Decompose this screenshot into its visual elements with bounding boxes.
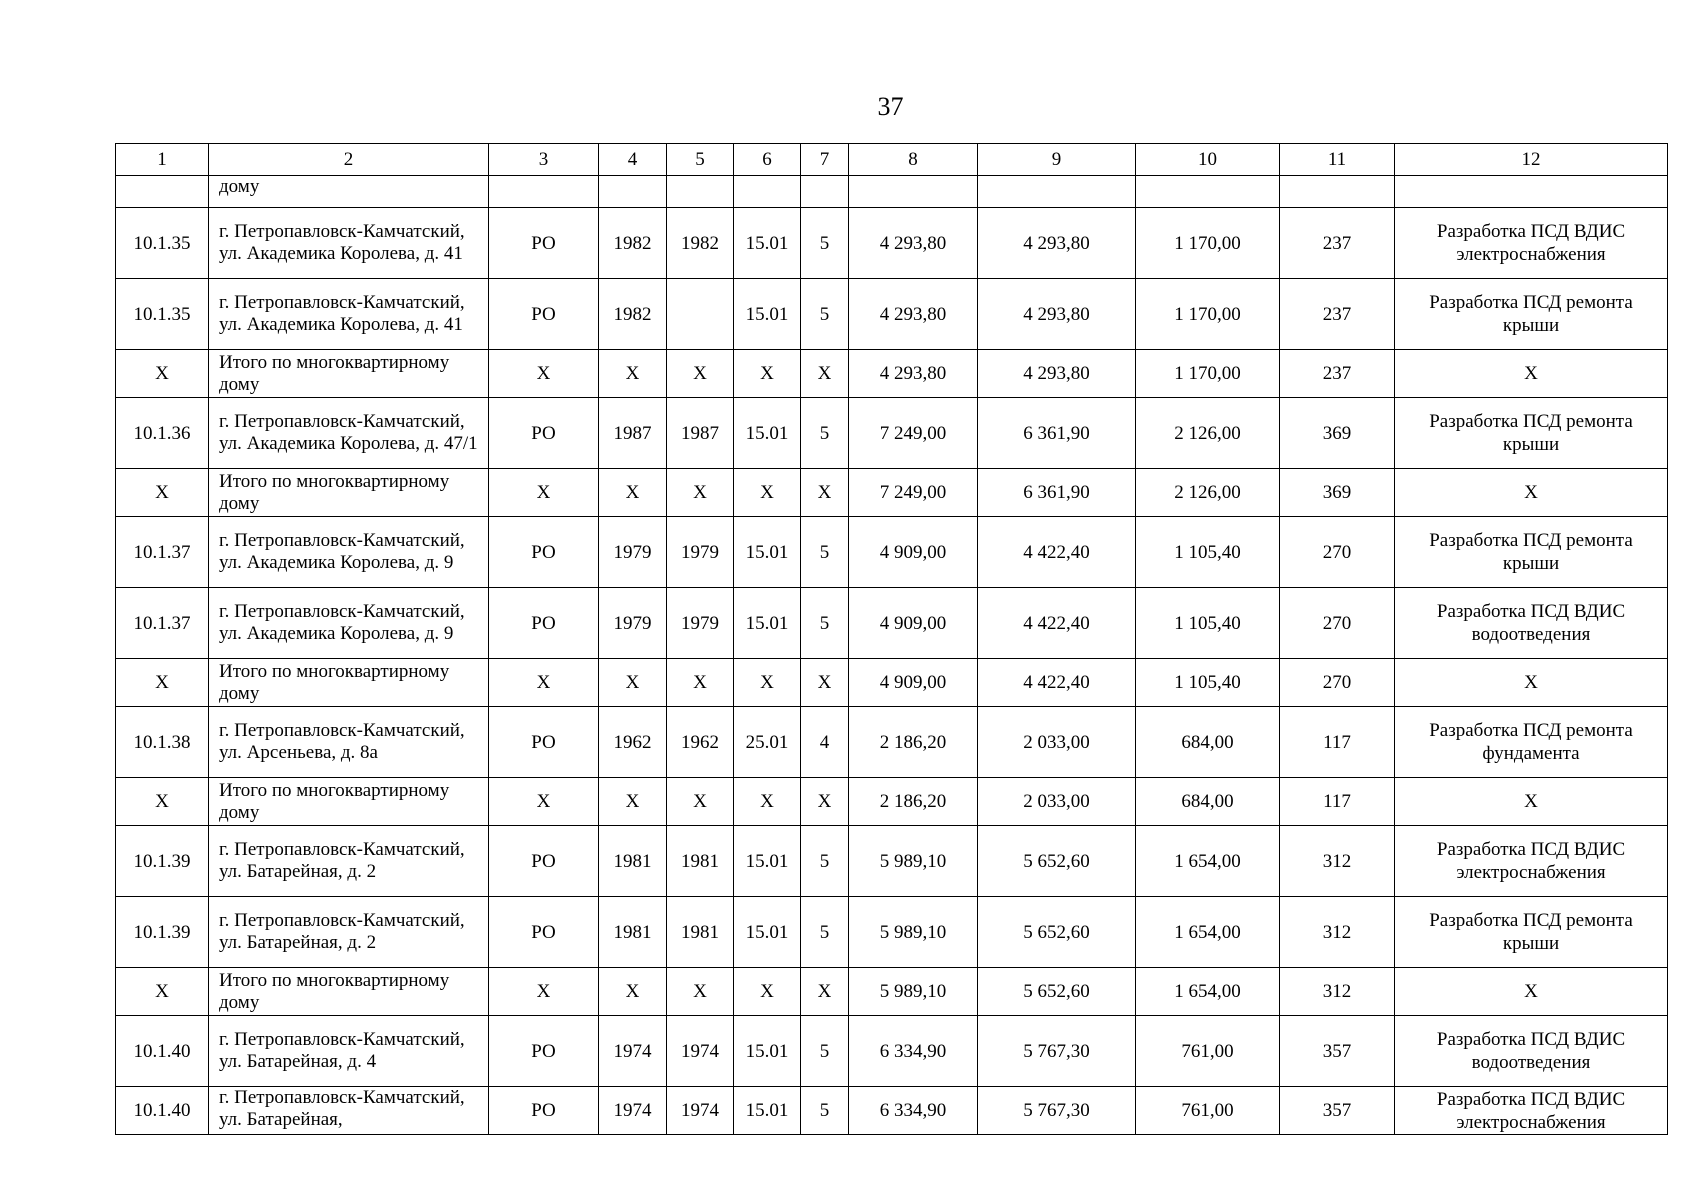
- table-cell-col-10: 1 105,40: [1136, 588, 1280, 659]
- table-cell-col-1: 10.1.39: [116, 826, 209, 897]
- table-cell-col-11: 369: [1280, 469, 1395, 517]
- table-cell-col-10: 761,00: [1136, 1016, 1280, 1087]
- table-cell-col-12: Разработка ПСД ремонта крыши: [1395, 517, 1668, 588]
- header-cell: 11: [1280, 144, 1395, 176]
- table-cell-col-5: 1974: [667, 1087, 734, 1135]
- table-cell-col-5: 1981: [667, 826, 734, 897]
- table-cell-col-10: 761,00: [1136, 1087, 1280, 1135]
- table-cell-col-12: Разработка ПСД ремонта крыши: [1395, 398, 1668, 469]
- table-cell-col-9: 5 652,60: [978, 897, 1136, 968]
- table-cell-col-5: Х: [667, 968, 734, 1016]
- table-cell-col-1: 10.1.40: [116, 1016, 209, 1087]
- table-cell-col-1: Х: [116, 469, 209, 517]
- table-cell-col-11: 357: [1280, 1016, 1395, 1087]
- table-cell-col-3: РО: [489, 208, 599, 279]
- data-table: [115, 143, 1668, 1135]
- table-cell-col-5: 1981: [667, 897, 734, 968]
- table-cell-col-9: [978, 176, 1136, 208]
- total-row: [116, 350, 1668, 398]
- table-cell-col-3: РО: [489, 826, 599, 897]
- table-cell-col-4: 1981: [599, 897, 667, 968]
- table-cell-col-5: Х: [667, 778, 734, 826]
- table-row: [116, 826, 1668, 897]
- table-cell-col-6: 15.01: [734, 208, 801, 279]
- table-cell-col-10: 2 126,00: [1136, 469, 1280, 517]
- table-cell-col-9: 5 767,30: [978, 1016, 1136, 1087]
- table-cell-col-1: Х: [116, 350, 209, 398]
- table-row: [116, 1016, 1668, 1087]
- header-cell: 3: [489, 144, 599, 176]
- table-cell-col-12: Разработка ПСД ВДИС водоотведения: [1395, 588, 1668, 659]
- table-cell-col-7: 5: [801, 826, 849, 897]
- table-cell-col-4: Х: [599, 659, 667, 707]
- header-cell: 1: [116, 144, 209, 176]
- table-cell-col-5: [667, 176, 734, 208]
- table-cell-col-12: Х: [1395, 350, 1668, 398]
- table-cell-col-1: 10.1.35: [116, 208, 209, 279]
- table-cell-col-9: 4 422,40: [978, 588, 1136, 659]
- table-cell-col-5: 1974: [667, 1016, 734, 1087]
- table-cell-col-7: 5: [801, 208, 849, 279]
- table-cell-col-1: 10.1.35: [116, 279, 209, 350]
- table-cell-col-10: 684,00: [1136, 778, 1280, 826]
- table-cell-col-2: г. Петропавловск-Камчатский, ул. Батарейная, д. 2: [209, 897, 489, 968]
- table-cell-col-8: 4 909,00: [849, 517, 978, 588]
- table-cell-col-8: 7 249,00: [849, 469, 978, 517]
- table-cell-col-7: 4: [801, 707, 849, 778]
- table-cell-col-6: 15.01: [734, 588, 801, 659]
- table-cell-col-6: Х: [734, 778, 801, 826]
- table-cell-col-2: Итого по многоквартирному дому: [209, 350, 489, 398]
- table-cell-col-1: Х: [116, 968, 209, 1016]
- table-cell-col-7: 5: [801, 1016, 849, 1087]
- table-row: [116, 517, 1668, 588]
- table-cell-col-2: г. Петропавловск-Камчатский, ул. Академика Королева, д. 41: [209, 208, 489, 279]
- table-cell-col-2: г. Петропавловск-Камчатский, ул. Академика Королева, д. 41: [209, 279, 489, 350]
- table-cell-col-8: [849, 176, 978, 208]
- table-cell-col-9: 2 033,00: [978, 707, 1136, 778]
- table-cell-col-10: 684,00: [1136, 707, 1280, 778]
- table-cell-col-2: г. Петропавловск-Камчатский, ул. Академика Королева, д. 9: [209, 588, 489, 659]
- table-cell-col-2: г. Петропавловск-Камчатский, ул. Батарейная, д. 2: [209, 826, 489, 897]
- table-cell-col-9: 5 652,60: [978, 826, 1136, 897]
- table-cell-col-4: 1979: [599, 517, 667, 588]
- table-cell-col-1: 10.1.39: [116, 897, 209, 968]
- table-cell-col-6: 15.01: [734, 1016, 801, 1087]
- table-cell-col-3: Х: [489, 659, 599, 707]
- table-cell-col-12: [1395, 176, 1668, 208]
- table-cell-col-12: Разработка ПСД ВДИС электроснабжения: [1395, 208, 1668, 279]
- table-cell-col-11: 357: [1280, 1087, 1395, 1135]
- table-cell-col-7: 5: [801, 897, 849, 968]
- table-cell-col-3: РО: [489, 588, 599, 659]
- table-cell-col-6: [734, 176, 801, 208]
- table-cell-col-8: 2 186,20: [849, 707, 978, 778]
- table-cell-col-8: 4 293,80: [849, 279, 978, 350]
- table-cell-col-2: г. Петропавловск-Камчатский, ул. Академика Королева, д. 47/1: [209, 398, 489, 469]
- table-cell-col-7: 5: [801, 1087, 849, 1135]
- table-cell-col-12: Х: [1395, 968, 1668, 1016]
- table-cell-col-7: 5: [801, 398, 849, 469]
- table-cell-col-8: 5 989,10: [849, 968, 978, 1016]
- table-cell-col-9: 4 293,80: [978, 350, 1136, 398]
- table-cell-col-11: 270: [1280, 517, 1395, 588]
- total-row: [116, 778, 1668, 826]
- total-row: [116, 469, 1668, 517]
- table-cell-col-10: 1 105,40: [1136, 517, 1280, 588]
- table-row: [116, 176, 1668, 208]
- table-cell-col-5: Х: [667, 469, 734, 517]
- table-cell-col-9: 4 293,80: [978, 279, 1136, 350]
- table-cell-col-4: Х: [599, 778, 667, 826]
- table-cell-col-9: 4 422,40: [978, 517, 1136, 588]
- table-cell-col-9: 4 293,80: [978, 208, 1136, 279]
- table-cell-col-6: 15.01: [734, 398, 801, 469]
- table-cell-col-3: [489, 176, 599, 208]
- table-cell-col-1: 10.1.37: [116, 588, 209, 659]
- table-cell-col-2: Итого по многоквартирному дому: [209, 659, 489, 707]
- table-cell-col-3: Х: [489, 778, 599, 826]
- header-cell: 4: [599, 144, 667, 176]
- table-cell-col-2: дому: [209, 176, 489, 208]
- table-row: [116, 588, 1668, 659]
- table-cell-col-12: Х: [1395, 659, 1668, 707]
- table-cell-col-12: Разработка ПСД ремонта фундамента: [1395, 707, 1668, 778]
- table-cell-col-5: Х: [667, 659, 734, 707]
- table-cell-col-1: 10.1.40: [116, 1087, 209, 1135]
- table-cell-col-6: 15.01: [734, 1087, 801, 1135]
- table-cell-col-11: 312: [1280, 826, 1395, 897]
- table-cell-col-9: 4 422,40: [978, 659, 1136, 707]
- table-cell-col-8: 4 293,80: [849, 350, 978, 398]
- total-row: [116, 968, 1668, 1016]
- table-cell-col-2: г. Петропавловск-Камчатский, ул. Батарейная, д. 4: [209, 1016, 489, 1087]
- table-cell-col-4: 1987: [599, 398, 667, 469]
- table-cell-col-4: Х: [599, 469, 667, 517]
- table-cell-col-9: 6 361,90: [978, 398, 1136, 469]
- table-cell-col-4: 1982: [599, 208, 667, 279]
- table-cell-col-5: 1979: [667, 588, 734, 659]
- total-row: [116, 659, 1668, 707]
- header-cell: 8: [849, 144, 978, 176]
- table-cell-col-1: Х: [116, 778, 209, 826]
- header-cell: 7: [801, 144, 849, 176]
- table-cell-col-12: Разработка ПСД ВДИС водоотведения: [1395, 1016, 1668, 1087]
- table-cell-col-10: 1 170,00: [1136, 350, 1280, 398]
- table-cell-col-12: Разработка ПСД ремонта крыши: [1395, 897, 1668, 968]
- table-cell-col-6: Х: [734, 968, 801, 1016]
- table-cell-col-6: Х: [734, 469, 801, 517]
- table-cell-col-4: 1962: [599, 707, 667, 778]
- table-cell-col-1: 10.1.36: [116, 398, 209, 469]
- table-cell-col-10: 2 126,00: [1136, 398, 1280, 469]
- table-cell-col-5: 1987: [667, 398, 734, 469]
- table-cell-col-6: Х: [734, 350, 801, 398]
- table-cell-col-7: Х: [801, 778, 849, 826]
- header-cell: 9: [978, 144, 1136, 176]
- table-cell-col-2: Итого по многоквартирному дому: [209, 469, 489, 517]
- table-cell-col-10: 1 654,00: [1136, 826, 1280, 897]
- table-cell-col-8: 5 989,10: [849, 897, 978, 968]
- table-cell-col-7: Х: [801, 659, 849, 707]
- table-row: [116, 1087, 1668, 1135]
- table-cell-col-10: 1 170,00: [1136, 208, 1280, 279]
- table-cell-col-3: Х: [489, 350, 599, 398]
- table-cell-col-3: Х: [489, 968, 599, 1016]
- table-cell-col-10: 1 654,00: [1136, 968, 1280, 1016]
- table-cell-col-1: 10.1.38: [116, 707, 209, 778]
- table-cell-col-8: 5 989,10: [849, 826, 978, 897]
- table-cell-col-5: 1962: [667, 707, 734, 778]
- table-cell-col-4: 1982: [599, 279, 667, 350]
- table-body: [116, 144, 1668, 1135]
- table-cell-col-7: 5: [801, 517, 849, 588]
- table-cell-col-11: 237: [1280, 279, 1395, 350]
- table-cell-col-4: 1979: [599, 588, 667, 659]
- table-cell-col-2: Итого по многоквартирному дому: [209, 778, 489, 826]
- table-cell-col-11: 237: [1280, 350, 1395, 398]
- table-cell-col-9: 5 767,30: [978, 1087, 1136, 1135]
- table-cell-col-5: [667, 279, 734, 350]
- table-cell-col-11: 312: [1280, 897, 1395, 968]
- table-cell-col-12: Разработка ПСД ВДИС электроснабжения: [1395, 1087, 1668, 1135]
- table-cell-col-3: Х: [489, 469, 599, 517]
- table-cell-col-1: Х: [116, 659, 209, 707]
- table-row: [116, 897, 1668, 968]
- table-cell-col-5: 1982: [667, 208, 734, 279]
- header-cell: 10: [1136, 144, 1280, 176]
- table-cell-col-7: [801, 176, 849, 208]
- table-cell-col-8: 7 249,00: [849, 398, 978, 469]
- table-cell-col-9: 2 033,00: [978, 778, 1136, 826]
- table-cell-col-5: Х: [667, 350, 734, 398]
- table-cell-col-6: 15.01: [734, 279, 801, 350]
- table-cell-col-10: 1 170,00: [1136, 279, 1280, 350]
- table-cell-col-3: РО: [489, 279, 599, 350]
- table-cell-col-9: 5 652,60: [978, 968, 1136, 1016]
- table-cell-col-7: 5: [801, 279, 849, 350]
- table-cell-col-3: РО: [489, 1016, 599, 1087]
- table-cell-col-5: 1979: [667, 517, 734, 588]
- table-cell-col-11: 270: [1280, 588, 1395, 659]
- table-cell-col-11: 270: [1280, 659, 1395, 707]
- table-cell-col-6: Х: [734, 659, 801, 707]
- table-cell-col-8: 6 334,90: [849, 1087, 978, 1135]
- table-cell-col-7: 5: [801, 588, 849, 659]
- table-cell-col-3: РО: [489, 517, 599, 588]
- table-cell-col-3: РО: [489, 1087, 599, 1135]
- table-cell-col-6: 25.01: [734, 707, 801, 778]
- table-cell-col-12: Разработка ПСД ремонта крыши: [1395, 279, 1668, 350]
- table-cell-col-10: [1136, 176, 1280, 208]
- table-cell-col-2: г. Петропавловск-Камчатский, ул. Батарейная,: [209, 1087, 489, 1135]
- table-cell-col-7: Х: [801, 968, 849, 1016]
- table-cell-col-12: Разработка ПСД ВДИС электроснабжения: [1395, 826, 1668, 897]
- table-cell-col-11: 117: [1280, 707, 1395, 778]
- table-cell-col-12: Х: [1395, 778, 1668, 826]
- table-cell-col-11: 312: [1280, 968, 1395, 1016]
- table-cell-col-7: Х: [801, 350, 849, 398]
- table-cell-col-4: Х: [599, 350, 667, 398]
- table-cell-col-6: 15.01: [734, 897, 801, 968]
- table-row: [116, 398, 1668, 469]
- header-cell: 2: [209, 144, 489, 176]
- table-cell-col-3: РО: [489, 398, 599, 469]
- table-cell-col-9: 6 361,90: [978, 469, 1136, 517]
- table-cell-col-11: [1280, 176, 1395, 208]
- table-cell-col-2: г. Петропавловск-Камчатский, ул. Академика Королева, д. 9: [209, 517, 489, 588]
- table-cell-col-4: Х: [599, 968, 667, 1016]
- table-cell-col-8: 4 293,80: [849, 208, 978, 279]
- table-cell-col-2: Итого по многоквартирному дому: [209, 968, 489, 1016]
- header-row: [116, 144, 1668, 176]
- table-cell-col-4: 1981: [599, 826, 667, 897]
- table-cell-col-4: 1974: [599, 1087, 667, 1135]
- table-cell-col-10: 1 654,00: [1136, 897, 1280, 968]
- table-row: [116, 208, 1668, 279]
- table-cell-col-3: РО: [489, 897, 599, 968]
- table-cell-col-12: Х: [1395, 469, 1668, 517]
- table-cell-col-1: 10.1.37: [116, 517, 209, 588]
- table-cell-col-2: г. Петропавловск-Камчатский, ул. Арсеньева, д. 8а: [209, 707, 489, 778]
- table-cell-col-8: 2 186,20: [849, 778, 978, 826]
- table-cell-col-7: Х: [801, 469, 849, 517]
- header-cell: 12: [1395, 144, 1668, 176]
- table-cell-col-11: 237: [1280, 208, 1395, 279]
- table-cell-col-11: 369: [1280, 398, 1395, 469]
- table-cell-col-4: [599, 176, 667, 208]
- header-cell: 6: [734, 144, 801, 176]
- table-row: [116, 707, 1668, 778]
- table-cell-col-8: 4 909,00: [849, 659, 978, 707]
- table-cell-col-10: 1 105,40: [1136, 659, 1280, 707]
- table-cell-col-11: 117: [1280, 778, 1395, 826]
- table-cell-col-8: 4 909,00: [849, 588, 978, 659]
- page-number: 37: [877, 92, 904, 121]
- table-cell-col-8: 6 334,90: [849, 1016, 978, 1087]
- table-cell-col-3: РО: [489, 707, 599, 778]
- table-cell-col-4: 1974: [599, 1016, 667, 1087]
- table-cell-col-1: [116, 176, 209, 208]
- header-cell: 5: [667, 144, 734, 176]
- table-cell-col-6: 15.01: [734, 826, 801, 897]
- table-row: [116, 279, 1668, 350]
- table-cell-col-6: 15.01: [734, 517, 801, 588]
